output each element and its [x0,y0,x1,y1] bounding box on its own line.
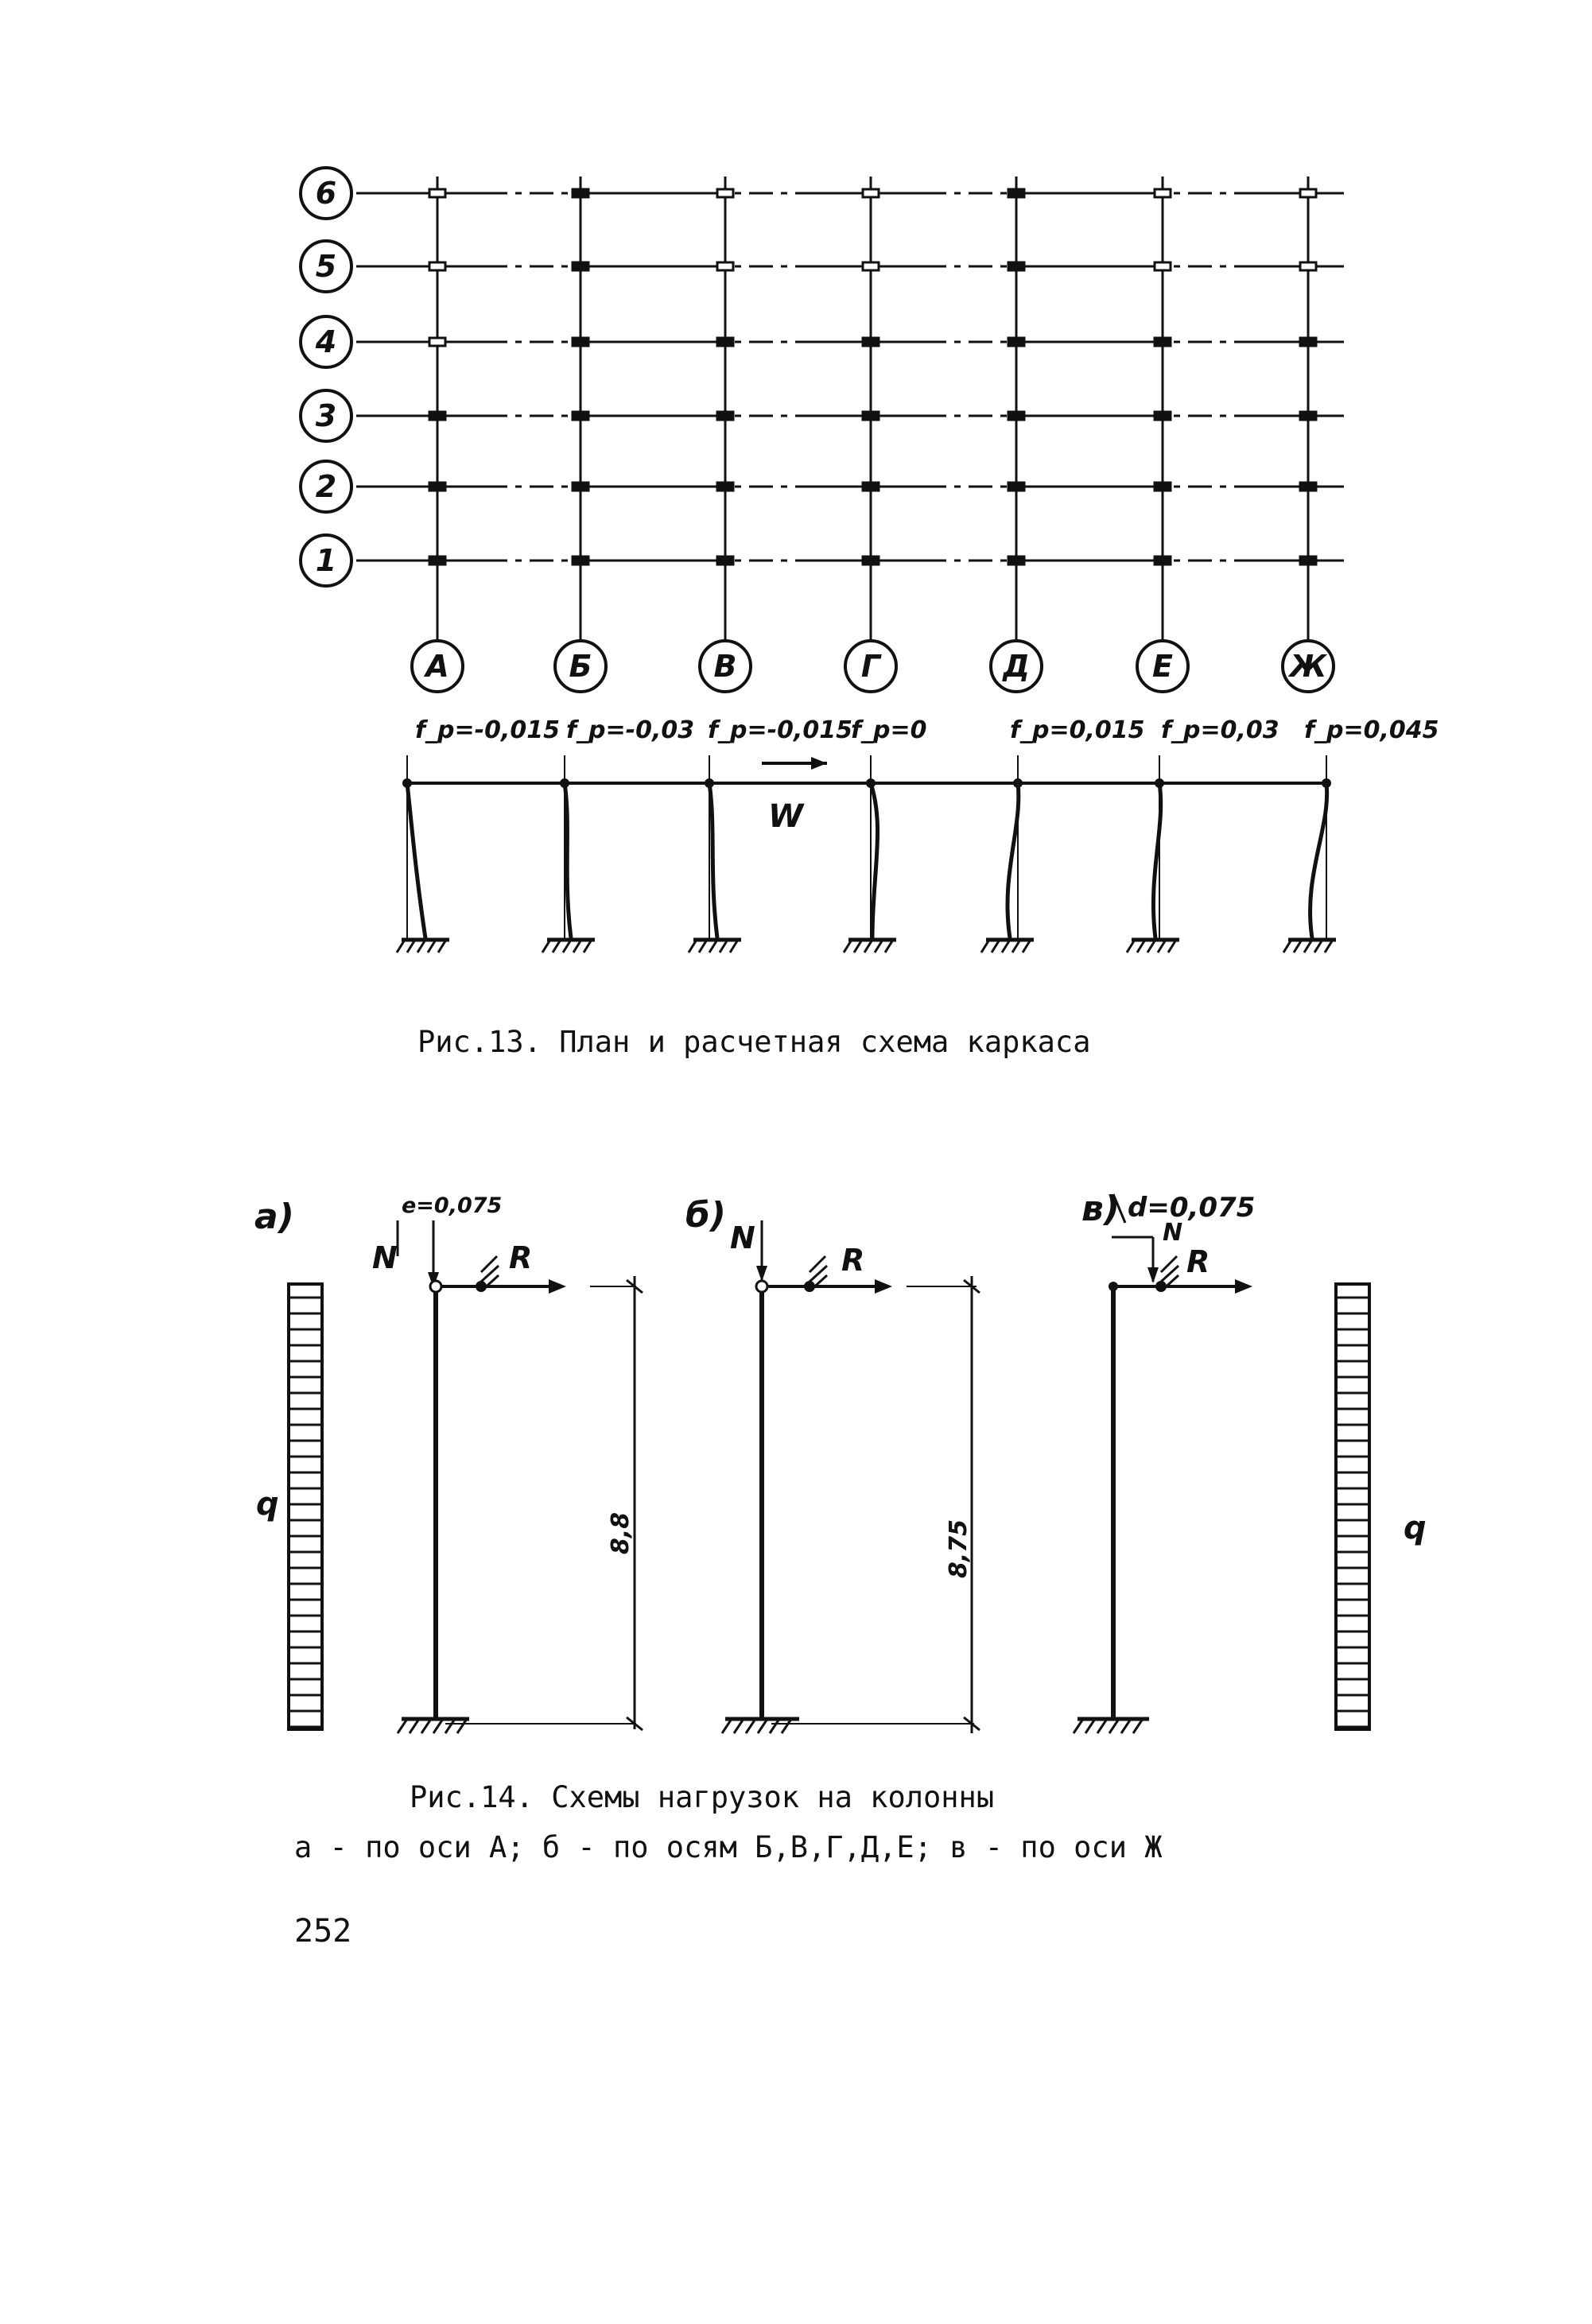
row-axis-label: 3 [315,398,337,433]
row-axis-bubble [301,535,351,586]
panel-a [254,1193,643,1733]
deflection-label: f_p=-0,015 [708,716,853,744]
column-marker [863,262,879,270]
frame-column [397,778,449,952]
panel-c-force-n: N [1163,1219,1183,1247]
column-marker [863,483,879,491]
column-axis-label: Г [860,649,881,684]
column-marker [1155,338,1171,346]
column-marker [429,338,445,346]
row-axis-label: 1 [315,543,337,578]
column-axis-label: В [713,649,737,684]
column-marker [429,557,445,565]
column-axis-bubble [1283,641,1334,692]
panel-a-force-n: N [372,1240,398,1275]
column-marker [573,338,588,346]
column-marker [717,483,733,491]
deflection-label: f_p=-0,03 [566,716,695,744]
deflection-label: f_p=-0,015 [415,716,561,744]
panel-c-eccentricity: d=0,075 [1128,1192,1256,1224]
panel-b-force-n: N [730,1220,755,1255]
column-axis-label: Б [569,649,592,684]
column-marker [717,262,733,270]
column-marker [573,412,588,420]
panel-b [685,1195,980,1733]
row-axis-label: 2 [315,469,337,504]
frame-column [1127,778,1179,952]
deflection-label: f_p=0 [851,716,927,744]
column-axis-bubble [991,641,1042,692]
fig14-caption-line1: Рис.14. Схемы нагрузок на колонны [410,1780,995,1814]
row-axis-label: 5 [315,249,337,284]
load-q-left-label: q [256,1486,279,1523]
column-axis-bubble [412,641,463,692]
panel-c [1074,1189,1255,1733]
panel-b-label: б) [685,1195,726,1236]
column-marker [573,557,588,565]
column-marker [429,262,445,270]
column-marker [1008,262,1024,270]
column-marker [1300,557,1316,565]
column-marker [1155,262,1171,270]
column-axis-label: Е [1152,649,1173,684]
panel-a-label: а) [254,1197,294,1237]
column-axis-label: Ж [1289,649,1327,684]
column-marker [717,338,733,346]
column-marker [717,189,733,197]
column-marker [1008,483,1024,491]
page-number: 252 [294,1913,352,1950]
distributed-load-left [256,1284,322,1729]
column-marker [1155,189,1171,197]
column-axis-bubble [1137,641,1188,692]
column-marker [573,483,588,491]
frame-column [981,778,1034,952]
panel-b-height: 8,75 [945,1519,973,1578]
panel-a-height: 8,8 [607,1511,635,1554]
row-axis-bubble [301,241,351,292]
wind-arrow [762,757,827,835]
column-axis-bubble [700,641,751,692]
column-marker [863,189,879,197]
column-marker [1155,483,1171,491]
panel-b-support [722,1719,799,1733]
column-marker [1155,557,1171,565]
panel-a-support [398,1719,469,1733]
column-marker [429,189,445,197]
panel-b-reaction: R [841,1243,865,1278]
column-marker [429,412,445,420]
column-marker [573,189,588,197]
row-axis-label: 4 [315,324,337,359]
column-marker [1155,412,1171,420]
column-marker [1008,338,1024,346]
panel-c-label: в) [1081,1189,1120,1229]
row-axis-bubble [301,390,351,441]
row-axis-bubble [301,316,351,367]
column-load-schemes [254,1189,1427,1733]
deflection-label: f_p=0,045 [1304,716,1439,744]
fig14-caption-line2: а - по оси А; б - по осям Б,В,Г,Д,Е; в - по оси Ж [294,1830,1163,1864]
column-marker [1008,412,1024,420]
column-marker [1300,338,1316,346]
frame-column [689,778,741,952]
column-axis-label: Д [1003,649,1030,684]
frame-column [542,778,595,952]
column-axis-bubble [845,641,896,692]
column-marker [1300,412,1316,420]
panel-a-reaction: R [509,1240,533,1275]
row-axis-bubble [301,461,351,512]
column-marker [863,557,879,565]
fig13-caption: Рис.13. План и расчетная схема каркаса [417,1025,1091,1059]
row-axis-bubble [301,168,351,219]
deflection-label: f_p=0,015 [1010,716,1145,744]
deflection-label: f_p=0,03 [1161,716,1279,744]
panel-a-eccentricity: e=0,075 [402,1193,503,1218]
panel-c-support [1074,1719,1149,1733]
panel-c-reaction: R [1186,1244,1210,1279]
column-marker [429,483,445,491]
column-marker [717,557,733,565]
frame-column [844,778,896,952]
distributed-load-right [1336,1284,1427,1729]
column-marker [1300,262,1316,270]
column-marker [1008,557,1024,565]
column-marker [863,412,879,420]
column-marker [1300,189,1316,197]
frame-column [1283,778,1336,952]
column-axis-bubble [555,641,606,692]
column-marker [717,412,733,420]
column-marker [863,338,879,346]
wind-label: W [768,798,804,835]
column-marker [573,262,588,270]
frame-design-scheme [397,716,1439,952]
load-q-right-label: q [1404,1510,1427,1546]
row-axis-label: 6 [315,176,337,211]
column-marker [1300,483,1316,491]
column-axis-label: А [425,649,449,684]
frame-plan [301,168,1344,692]
column-marker [1008,189,1024,197]
